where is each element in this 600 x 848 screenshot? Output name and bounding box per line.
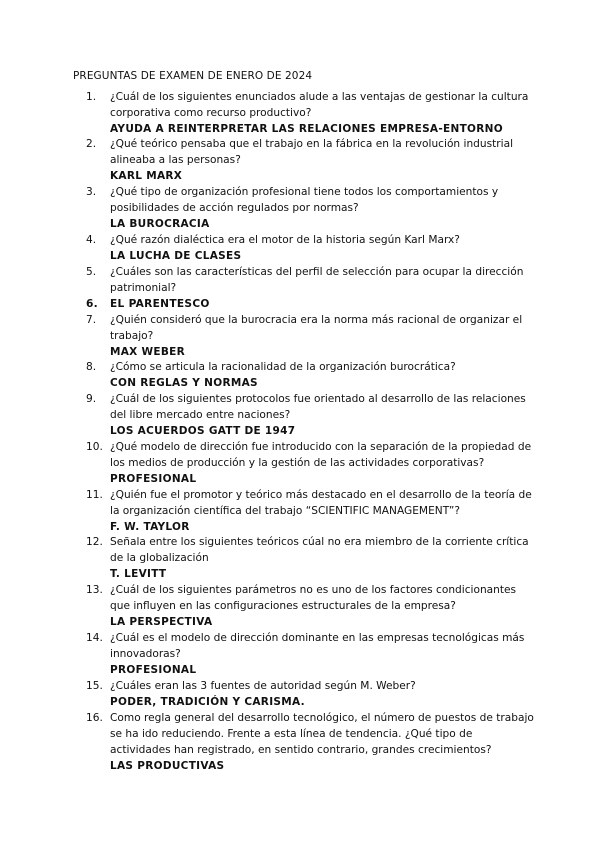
question-item xyxy=(86,232,536,264)
question-text: ¿Cómo se articula la racionalidad de la organización burocrática? xyxy=(110,361,456,373)
answer-text: PROFESIONAL xyxy=(110,473,197,485)
answer-text: EL PARENTESCO xyxy=(110,298,210,310)
question-text: ¿Quién fue el promotor y teórico más destacado en el desarrollo de la teoría de la organización científica del trabajo “SCIENTIFIC MANAGEMENT”? xyxy=(110,489,532,517)
answer-text: PODER, TRADICIÓN Y CARISMA. xyxy=(110,696,305,708)
question-item xyxy=(86,439,536,487)
answer-text: CON REGLAS Y NORMAS xyxy=(110,377,258,389)
question-number: 14. xyxy=(86,632,103,644)
question-text: ¿Qué tipo de organización profesional tiene todos los comportamientos y posibilidades de acción regulados por normas? xyxy=(110,186,499,214)
question-number: 12. xyxy=(86,536,103,548)
question-text: ¿Cuál es el modelo de dirección dominante en las empresas tecnológicas más innovadoras? xyxy=(110,632,525,660)
question-text: ¿Qué razón dialéctica era el motor de la historia según Karl Marx? xyxy=(110,234,460,246)
answer-text: LA LUCHA DE CLASES xyxy=(110,250,242,262)
answer-text: AYUDA A REINTERPRETAR LAS RELACIONES EMPRESA-ENTORNO xyxy=(110,123,503,135)
question-text: ¿Cuáles eran las 3 fuentes de autoridad según M. Weber? xyxy=(110,680,416,692)
question-text: ¿Cuál de los siguientes parámetros no es uno de los factores condicionantes que influyen en las configuraciones estructurales de la empresa? xyxy=(110,584,517,612)
question-text: Señala entre los siguientes teóricos cúal no era miembro de la corriente crítica de la globalización xyxy=(110,536,529,564)
question-number: 5. xyxy=(86,266,97,278)
question-number: 1. xyxy=(86,91,97,103)
answer-text: PROFESIONAL xyxy=(110,664,197,676)
question-item xyxy=(86,487,536,535)
question-text: ¿Cuáles son las características del perfil de selección para ocupar la dirección patrimonial? xyxy=(110,266,524,294)
question-item xyxy=(86,582,536,630)
question-item xyxy=(86,534,536,582)
answer-text: LA PERSPECTIVA xyxy=(110,616,213,628)
question-number: 7. xyxy=(86,314,97,326)
question-text: ¿Cuál de los siguientes protocolos fue orientado al desarrollo de las relaciones del libre mercado entre naciones? xyxy=(110,393,526,421)
question-number: 6. xyxy=(86,298,98,310)
question-number: 10. xyxy=(86,441,103,453)
question-number: 8. xyxy=(86,361,97,373)
question-item xyxy=(86,296,536,312)
question-number: 4. xyxy=(86,234,97,246)
question-item xyxy=(86,264,536,296)
answer-text: T. LEVITT xyxy=(110,568,167,580)
question-number: 16. xyxy=(86,712,103,724)
question-number: 13. xyxy=(86,584,103,596)
question-item xyxy=(86,312,536,360)
question-item xyxy=(86,630,536,678)
question-item xyxy=(86,89,536,137)
page-title: PREGUNTAS DE EXAMEN DE ENERO DE 2024 xyxy=(73,70,313,82)
question-item xyxy=(86,359,536,391)
question-text: ¿Qué teórico pensaba que el trabajo en la fábrica en la revolución industrial alineaba a las personas? xyxy=(110,138,514,166)
answer-text: LA BUROCRACIA xyxy=(110,218,210,230)
question-number: 15. xyxy=(86,680,103,692)
answer-text: LOS ACUERDOS GATT DE 1947 xyxy=(110,425,296,437)
question-item xyxy=(86,184,536,232)
answer-text: KARL MARX xyxy=(110,170,183,182)
question-item xyxy=(86,678,536,710)
question-item xyxy=(86,391,536,439)
answer-text: F. W. TAYLOR xyxy=(110,521,190,533)
answer-text: LAS PRODUCTIVAS xyxy=(110,760,225,772)
question-number: 3. xyxy=(86,186,97,198)
question-item xyxy=(86,136,536,184)
question-text: ¿Qué modelo de dirección fue introducido con la separación de la propiedad de los medios de producción y la gestión de las actividades corporativas? xyxy=(110,441,532,469)
question-text: Como regla general del desarrollo tecnológico, el número de puestos de trabajo se ha ido reduciendo. Frente a esta línea de tendencia. ¿Qué tipo de actividades han registrado, en sentido contrario, grandes crecimientos? xyxy=(110,712,534,756)
question-number: 2. xyxy=(86,138,97,150)
question-number: 9. xyxy=(86,393,97,405)
question-number: 11. xyxy=(86,489,103,501)
question-item xyxy=(86,710,536,774)
question-text: ¿Cuál de los siguientes enunciados alude a las ventajas de gestionar la cultura corporativa como recurso productivo? xyxy=(110,91,529,119)
question-text: ¿Quién consideró que la burocracia era la norma más racional de organizar el trabajo? xyxy=(110,314,523,342)
answer-text: MAX WEBER xyxy=(110,346,186,358)
